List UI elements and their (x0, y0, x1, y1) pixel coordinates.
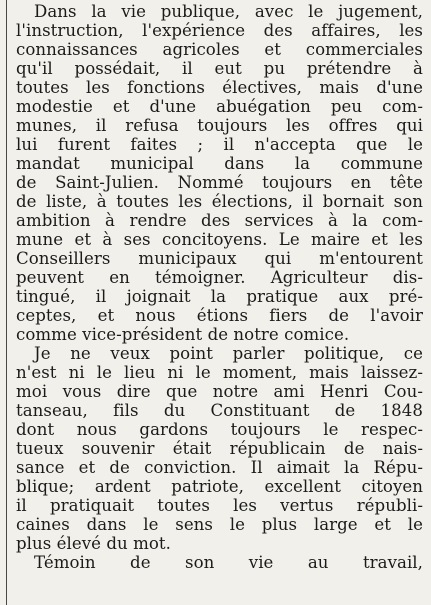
article-column (16, 2, 423, 605)
text-line-22: tanseau, fils du Constituant de 1848 (16, 401, 423, 420)
text-line-11: de liste, à toutes les élections, il bornait son (16, 192, 423, 211)
text-line-10: de Saint-Julien. Nommé toujours en tête (16, 173, 423, 192)
text-line-14: Conseillers municipaux qui m'entourent (16, 249, 423, 268)
text-line-27: il pratiquait toutes les vertus républi- (16, 496, 423, 515)
text-line-5: toutes les fonctions électives, mais d'une (16, 78, 423, 97)
text-line-16: tingué, il joignait la pratique aux pré- (16, 287, 423, 306)
text-line-19: Je ne veux point parler politique, ce (34, 344, 423, 363)
text-line-9: mandat municipal dans la commune (16, 154, 423, 173)
text-line-13: mune et à ses concitoyens. Le maire et les (16, 230, 423, 249)
text-line-20: n'est ni le lieu ni le moment, mais laissez- (16, 363, 423, 382)
text-line-3: connaissances agricoles et commerciales (16, 40, 423, 59)
text-line-25: sance et de conviction. Il aimait la Répu- (16, 458, 423, 477)
text-line-26: blique; ardent patriote, excellent citoyen (16, 477, 423, 496)
text-line-1: Dans la vie publique, avec le jugement, (34, 2, 423, 21)
text-line-4: qu'il possédait, il eut pu prétendre à (16, 59, 423, 78)
text-line-28: caines dans le sens le plus large et le (16, 515, 423, 534)
text-line-8: lui furent faites ; il n'accepta que le (16, 135, 423, 154)
text-line-21: moi vous dire que notre ami Henri Cou- (16, 382, 423, 401)
text-line-23: dont nous gardons toujours le respec- (16, 420, 423, 439)
column-rule (6, 0, 7, 605)
text-line-12: ambition à rendre des services à la com- (16, 211, 423, 230)
text-line-18: comme vice-président de notre comice. (16, 325, 350, 344)
text-line-7: munes, il refusa toujours les offres qui (16, 116, 423, 135)
text-line-30: Témoin de son vie au travail, (34, 553, 423, 572)
text-line-2: l'instruction, l'expérience des affaires, les (16, 21, 423, 40)
text-line-24: tueux souvenir était républicain de nais- (16, 439, 423, 458)
text-line-15: peuvent en témoigner. Agriculteur dis- (16, 268, 423, 287)
text-line-29: plus élevé du mot. (16, 534, 171, 553)
text-line-6: modestie et d'une abuégation peu com- (16, 97, 423, 116)
text-line-17: ceptes, et nous étions fiers de l'avoir (16, 306, 423, 325)
